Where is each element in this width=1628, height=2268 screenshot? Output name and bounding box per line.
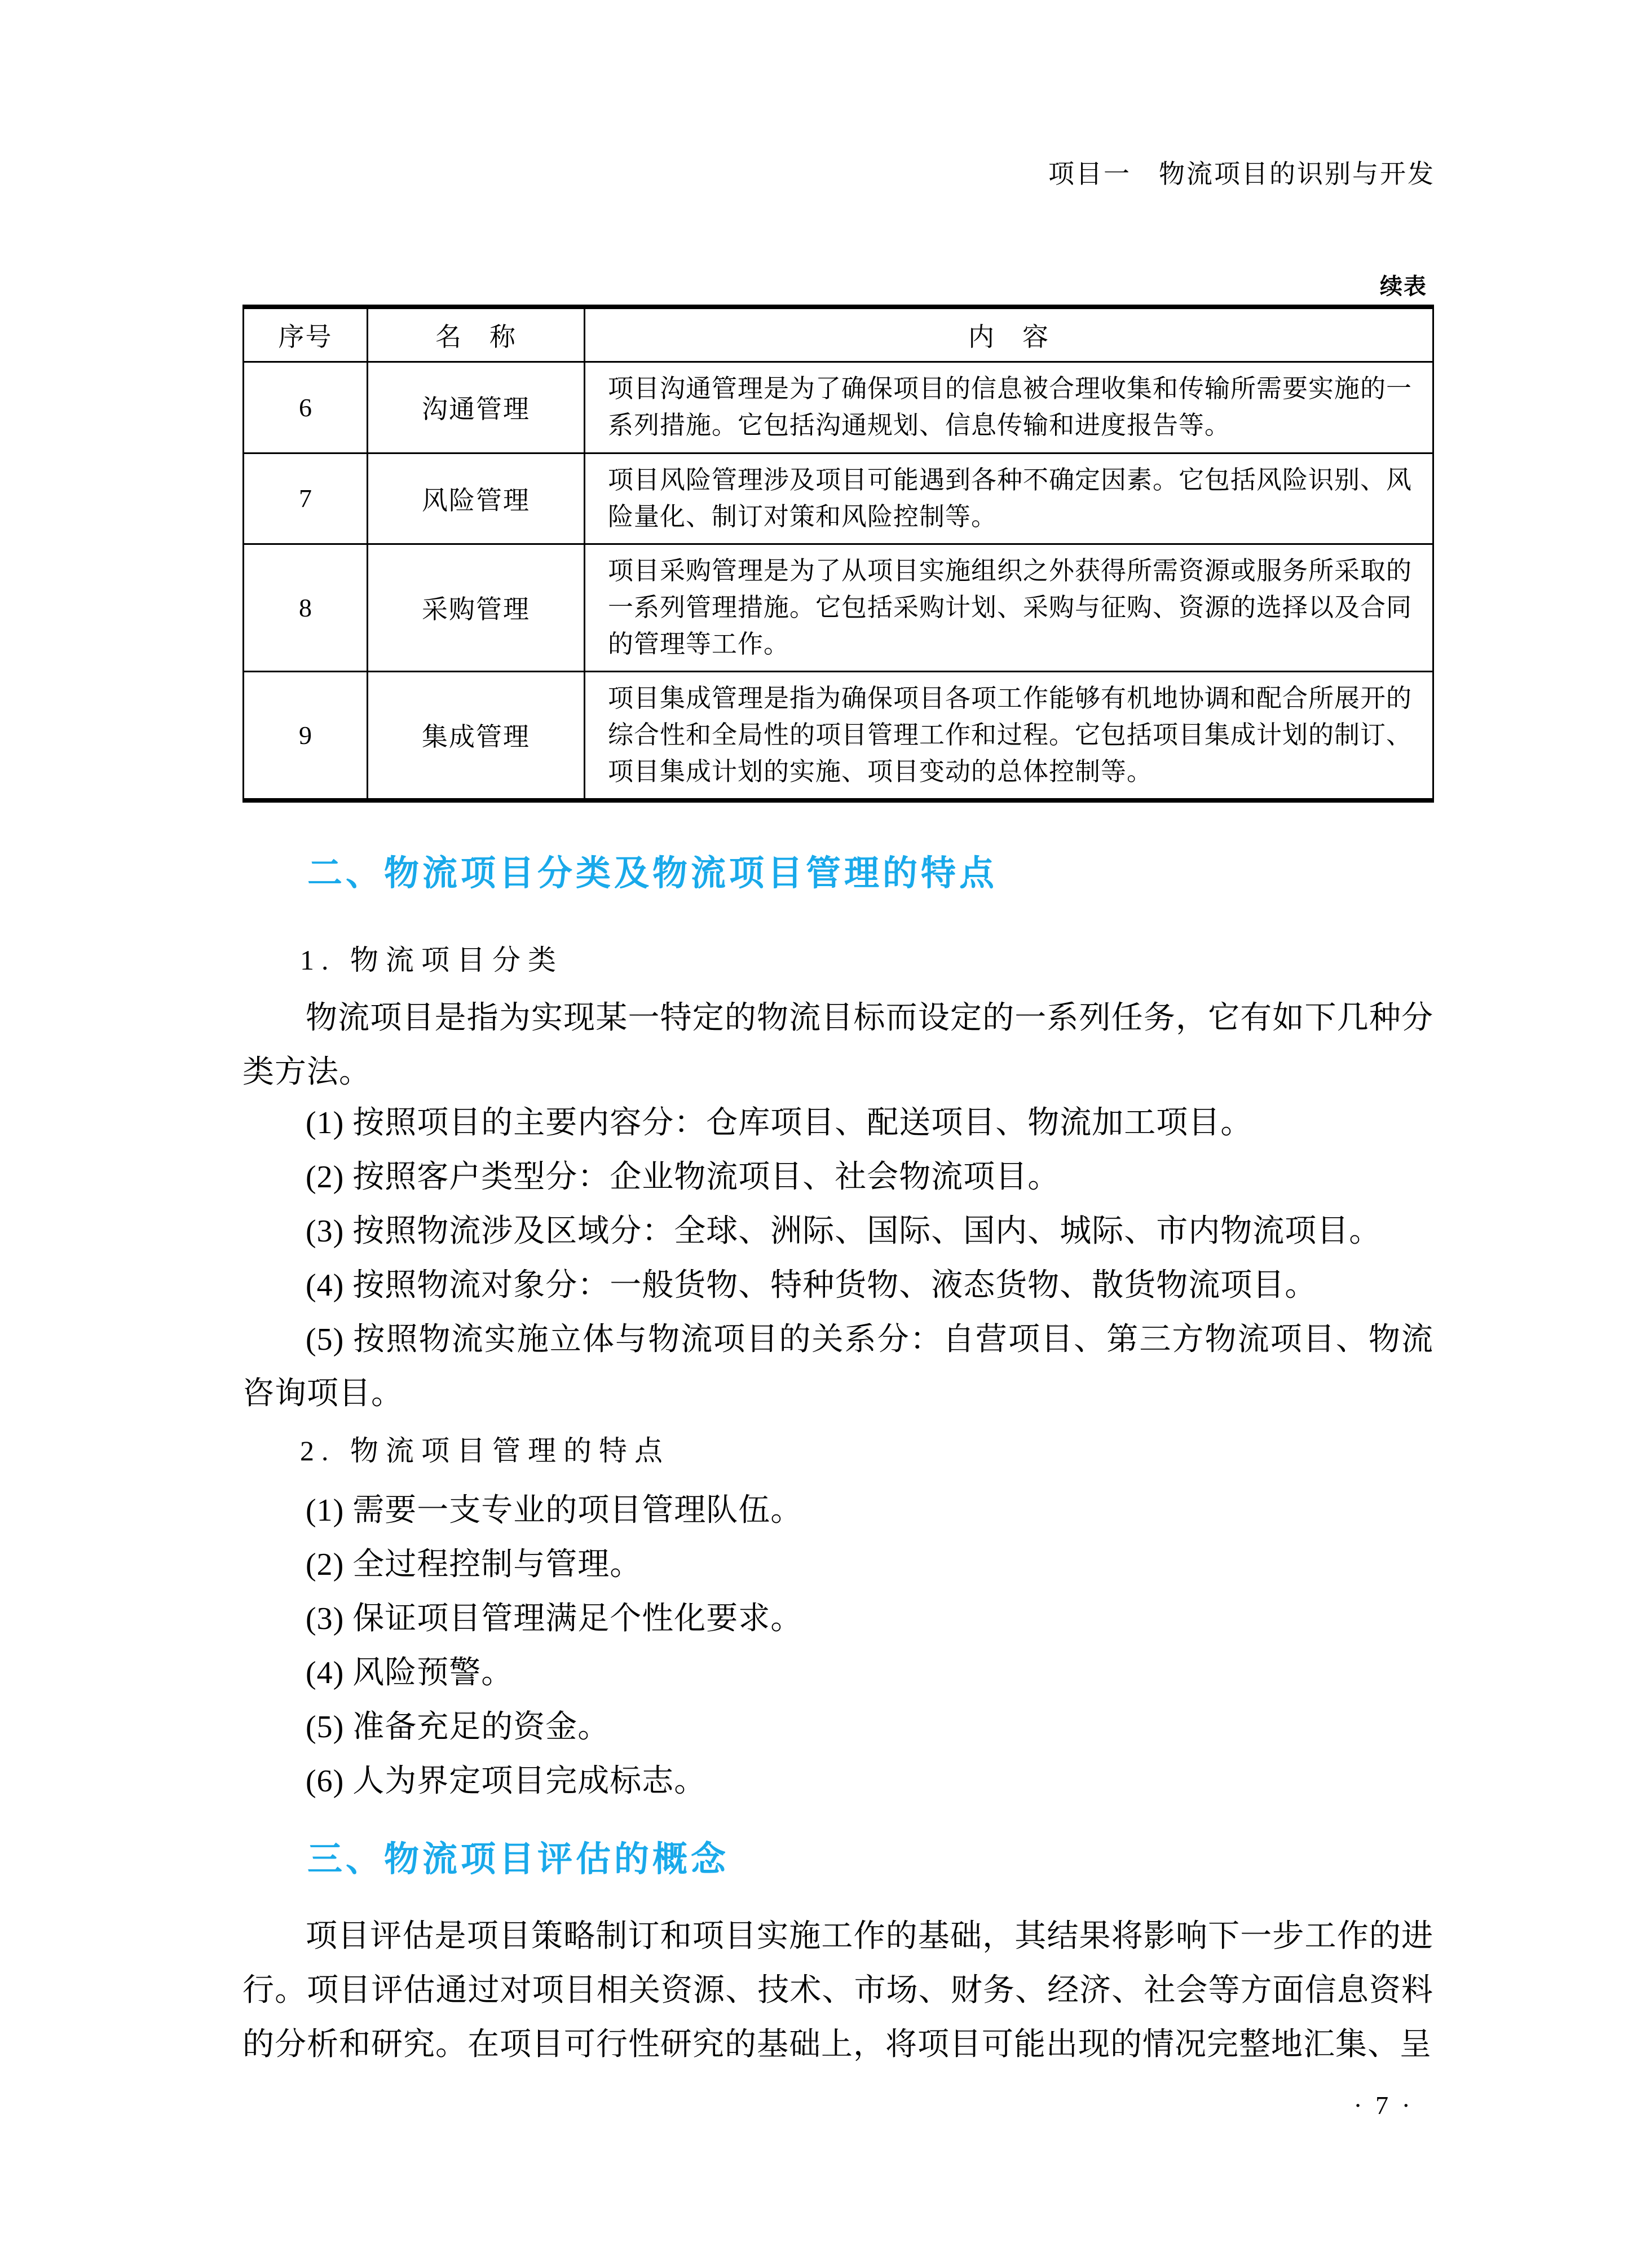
column-header-content: 内 容 — [585, 307, 1433, 362]
page-number: · 7 · — [1353, 2091, 1414, 2120]
row-content: 项目采购管理是为了从项目实施组织之外获得所需资源或服务所采取的一系列管理措施。它包括采购计划、采购与征购、资源的选择以及合同的管理等工作。 — [585, 544, 1433, 671]
row-content: 项目风险管理涉及项目可能遇到各种不确定因素。它包括风险识别、风险量化、制订对策和风险控制等。 — [585, 453, 1433, 544]
row-name: 集成管理 — [368, 671, 585, 800]
list-item: (2) 按照客户类型分：企业物流项目、社会物流项目。 — [306, 1160, 1060, 1195]
row-number: 8 — [244, 544, 368, 671]
classification-list — [242, 1096, 1433, 1421]
table-row — [244, 362, 1433, 453]
row-number: 9 — [244, 671, 368, 800]
running-head: 项目一 物流项目的识别与开发 — [1048, 160, 1435, 188]
column-header-no: 序号 — [244, 307, 368, 362]
paragraph-text: 项目评估是项目策略制订和项目实施工作的基础，其结果将影响下一步工作的进行。项目评估通过对项目相关资源、技术、市场、财务、经济、社会等方面信息资料的分析和研究。在项目可行性研究的基础上，将项目可能出现的情况完整地汇集、呈 — [242, 1919, 1433, 2062]
section-heading-2: 二、物流项目分类及物流项目管理的特点 — [307, 854, 998, 893]
feature-list — [242, 1483, 1433, 1808]
column-header-name: 名 称 — [368, 307, 585, 362]
list-item: (1) 按照项目的主要内容分：仓库项目、配送项目、物流加工项目。 — [306, 1106, 1253, 1140]
paragraph-text: 物流项目是指为实现某一特定的物流目标而设定的一系列任务，它有如下几种分类方法。 — [242, 1001, 1433, 1090]
row-content: 项目沟通管理是为了确保项目的信息被合理收集和传输所需要实施的一系列措施。它包括沟通规划、信息传输和进度报告等。 — [585, 362, 1433, 453]
table-row — [244, 671, 1433, 800]
row-name: 风险管理 — [368, 453, 585, 544]
list-item: (2) 全过程控制与管理。 — [306, 1547, 642, 1582]
subsection-heading-2: 2. 物流项目管理的特点 — [300, 1435, 670, 1467]
classification-intro-paragraph — [242, 991, 1433, 1099]
row-name: 沟通管理 — [368, 362, 585, 453]
row-number: 7 — [244, 453, 368, 544]
row-number: 6 — [244, 362, 368, 453]
list-item: (4) 风险预警。 — [306, 1655, 514, 1690]
list-item: (3) 按照物流涉及区域分：全球、洲际、国际、国内、城际、市内物流项目。 — [306, 1214, 1382, 1249]
table-row — [244, 544, 1433, 671]
table-row — [244, 453, 1433, 544]
section-heading-3: 三、物流项目评估的概念 — [307, 1840, 730, 1879]
row-content: 项目集成管理是指为确保项目各项工作能够有机地协调和配合所展开的综合性和全局性的项目管理工作和过程。它包括项目集成计划的制订、项目集成计划的实施、项目变动的总体控制等。 — [585, 671, 1433, 800]
list-item: (3) 保证项目管理满足个性化要求。 — [306, 1601, 803, 1636]
list-item: (6) 人为界定项目完成标志。 — [306, 1764, 707, 1799]
evaluation-paragraph — [242, 1909, 1433, 2072]
list-item: (5) 按照物流实施立体与物流项目的关系分：自营项目、第三方物流项目、物流咨询项目。 — [242, 1322, 1433, 1411]
continued-table-note: 续表 — [1380, 274, 1427, 299]
row-name: 采购管理 — [368, 544, 585, 671]
list-item: (4) 按照物流对象分：一般货物、特种货物、液态货物、散货物流项目。 — [306, 1268, 1317, 1303]
table-header-row — [244, 307, 1433, 362]
list-item: (5) 准备充足的资金。 — [306, 1710, 610, 1745]
project-management-table — [242, 305, 1434, 803]
list-item: (1) 需要一支专业的项目管理队伍。 — [306, 1493, 803, 1528]
subsection-heading-1: 1. 物流项目分类 — [300, 944, 563, 976]
